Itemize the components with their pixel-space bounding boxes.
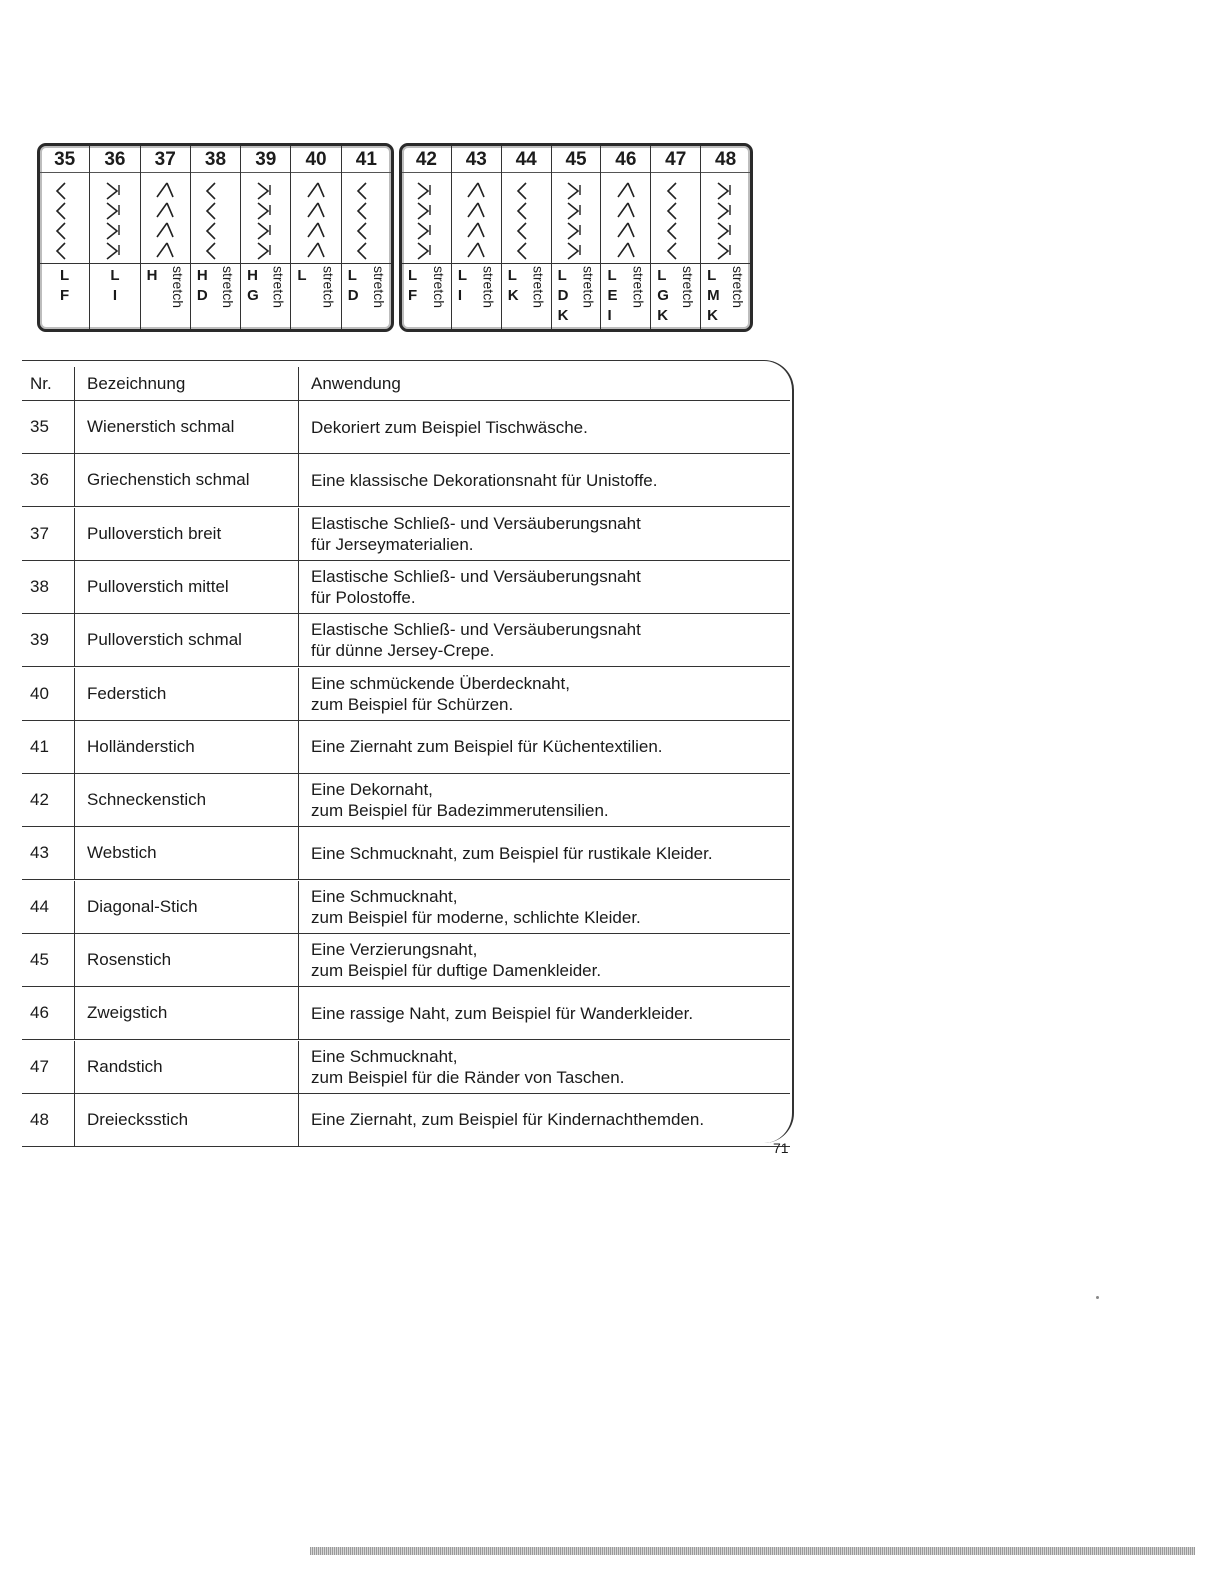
stitch-number: 42: [402, 146, 451, 173]
stretch-label: stretch: [430, 266, 447, 309]
row-name: Rosenstich: [74, 934, 298, 986]
setting-b: K: [507, 287, 519, 304]
setting-b: D: [347, 287, 359, 304]
stitch-settings: [241, 264, 290, 329]
setting-b: F: [60, 287, 70, 304]
setting-c: K: [707, 307, 718, 324]
stitch-pattern-icon: [191, 173, 240, 264]
header-app: Anwendung: [298, 367, 790, 400]
row-name: Pulloverstich mittel: [74, 561, 298, 613]
setting-a: H: [247, 267, 258, 284]
setting-a: L: [60, 267, 70, 284]
row-application: [298, 668, 790, 720]
row-nr: 45: [30, 950, 49, 969]
application-line: Elastische Schließ- und Versäuberungsnaht: [311, 566, 641, 586]
setting-b: I: [457, 287, 463, 304]
stitch-column-39: [241, 146, 291, 329]
stitch-column-44: [502, 146, 552, 329]
setting-c: K: [557, 307, 569, 324]
stitch-pattern-icon: [40, 173, 89, 264]
row-application: [298, 508, 790, 560]
stitch-settings: [552, 264, 601, 329]
stretch-label: stretch: [220, 266, 237, 309]
stretch-label: stretch: [370, 266, 387, 309]
stretch-label: stretch: [480, 266, 497, 309]
stitch-number: 37: [141, 146, 190, 173]
row-name: Randstich: [74, 1041, 298, 1093]
stitch-pattern-icon: [342, 173, 391, 264]
stretch-label: stretch: [630, 266, 647, 309]
table-row: [22, 1041, 790, 1094]
row-name: Griechenstich schmal: [74, 454, 298, 506]
stitch-number: 36: [90, 146, 139, 173]
setting-a: H: [196, 267, 208, 284]
row-nr: 37: [30, 523, 49, 543]
stretch-label: stretch: [730, 266, 747, 309]
stitch-settings: [291, 264, 340, 329]
setting-a: H: [146, 267, 158, 284]
stitch-column-45: [552, 146, 602, 329]
table-row: [22, 881, 790, 934]
row-nr: 40: [30, 683, 49, 703]
row-application: [298, 774, 790, 826]
stitch-pattern-icon: [241, 173, 290, 264]
stretch-label: stretch: [680, 266, 697, 309]
stitch-number: 35: [40, 146, 89, 173]
bottom-rule: [310, 1547, 1195, 1555]
application-line: Eine rassige Naht, zum Beispiel für Wanderkleider.: [311, 1003, 694, 1023]
stitch-pattern-icon: [701, 173, 750, 264]
table-row: [22, 827, 790, 880]
row-nr: 43: [30, 843, 49, 863]
application-line: Eine Ziernaht, zum Beispiel für Kindernachthemden.: [311, 1110, 705, 1130]
setting-a: L: [607, 267, 617, 284]
stitch-pattern-icon: [90, 173, 139, 264]
stitch-pattern-icon: [402, 173, 451, 264]
application-line: für Polostoffe.: [311, 587, 416, 607]
row-application: [298, 987, 790, 1039]
application-line: Eine Schmucknaht, zum Beispiel für rustikale Kleider.: [311, 843, 713, 863]
stitch-number: 43: [452, 146, 501, 173]
setting-b: E: [607, 287, 618, 304]
row-nr: 39: [30, 630, 49, 650]
application-line: Eine Dekornaht,: [311, 780, 433, 800]
stitch-number: 47: [651, 146, 700, 173]
application-line: zum Beispiel für duftige Damenkleider.: [311, 961, 602, 980]
row-nr: 46: [30, 1003, 49, 1023]
setting-b: M: [707, 287, 720, 304]
table-row: [22, 934, 790, 987]
stitch-pattern-icon: [601, 173, 650, 264]
row-application: [298, 1094, 790, 1146]
row-nr: 47: [30, 1056, 49, 1076]
row-application: [298, 454, 790, 506]
stitch-column-48: [701, 146, 750, 329]
row-name: Zweigstich: [74, 987, 298, 1039]
stretch-label: stretch: [320, 266, 337, 309]
stretch-label: stretch: [169, 266, 186, 309]
stitch-pattern-icon: [452, 173, 501, 264]
row-nr: 38: [30, 576, 49, 596]
row-name: Diagonal-Stich: [74, 881, 298, 933]
stitch-column-40: [291, 146, 341, 329]
application-line: Eine Verzierungsnaht,: [311, 940, 478, 959]
row-application: [298, 827, 790, 879]
stitch-column-43: [452, 146, 502, 329]
stitch-settings: [701, 264, 750, 329]
table-row: [22, 614, 790, 667]
header-name: Bezeichnung: [74, 367, 298, 400]
row-nr: 44: [30, 896, 49, 916]
stitch-pattern-icon: [552, 173, 601, 264]
row-name: Dreiecksstich: [74, 1094, 298, 1146]
stitch-panel-right: [399, 143, 753, 332]
table-row: [22, 987, 790, 1040]
setting-a: L: [347, 267, 357, 284]
setting-a: L: [507, 267, 517, 284]
speck: [1096, 1296, 1099, 1299]
row-nr: 42: [30, 790, 49, 810]
setting-c: K: [657, 307, 669, 324]
table-row: [22, 561, 790, 614]
row-name: Pulloverstich breit: [74, 508, 298, 560]
row-name: Wienerstich schmal: [74, 401, 298, 453]
application-line: zum Beispiel für Schürzen.: [311, 694, 514, 714]
stitch-number: 41: [342, 146, 391, 173]
row-name: Schneckenstich: [74, 774, 298, 826]
row-name: Holländerstich: [74, 721, 298, 773]
stitch-pattern-icon: [651, 173, 700, 264]
stitch-column-41: [342, 146, 391, 329]
row-application: [298, 561, 790, 613]
application-line: Elastische Schließ- und Versäuberungsnaht: [311, 513, 641, 533]
row-application: [298, 401, 790, 453]
table-row: [22, 454, 790, 507]
application-line: Eine Ziernaht zum Beispiel für Küchentextilien.: [311, 737, 663, 757]
stitch-number: 48: [701, 146, 750, 173]
table-row: [22, 508, 790, 561]
table-header: [22, 367, 790, 401]
stitch-settings: [402, 264, 451, 329]
stitch-column-35: [40, 146, 90, 329]
row-application: [298, 881, 790, 933]
row-application: [298, 1041, 790, 1093]
stitch-number: 40: [291, 146, 340, 173]
application-line: zum Beispiel für Badezimmerutensilien.: [311, 801, 609, 821]
application-line: Eine klassische Dekorationsnaht für Unistoffe.: [311, 470, 658, 490]
stitch-settings: [141, 264, 190, 329]
row-application: [298, 934, 790, 986]
row-name: Federstich: [74, 668, 298, 720]
application-line: für dünne Jersey-Crepe.: [311, 641, 495, 661]
application-line: für Jerseymaterialien.: [311, 534, 474, 554]
page-number: 71: [773, 1140, 789, 1156]
stitch-settings: [40, 264, 89, 329]
stitch-table: [22, 360, 794, 1143]
setting-b: F: [408, 287, 418, 304]
row-nr: 35: [30, 417, 49, 436]
stitch-number: 39: [241, 146, 290, 173]
stitch-column-46: [601, 146, 651, 329]
row-application: [298, 614, 790, 666]
setting-b: G: [657, 287, 669, 304]
table-row: [22, 401, 790, 454]
table-row: [22, 774, 790, 827]
header-nr: Nr.: [30, 373, 52, 393]
stitch-settings: [601, 264, 650, 329]
stitch-settings: [90, 264, 139, 329]
setting-b: G: [247, 287, 259, 304]
row-name: Webstich: [74, 827, 298, 879]
row-application: [298, 721, 790, 773]
stitch-settings: [502, 264, 551, 329]
row-name: Pulloverstich schmal: [74, 614, 298, 666]
stretch-label: stretch: [270, 266, 287, 309]
setting-a: L: [557, 267, 567, 284]
row-nr: 41: [30, 736, 49, 756]
table-row: [22, 668, 790, 721]
application-line: zum Beispiel für moderne, schlichte Kleider.: [311, 907, 641, 927]
row-nr: 36: [30, 470, 49, 490]
stitch-settings: [651, 264, 700, 329]
application-line: Dekoriert zum Beispiel Tischwäsche.: [311, 417, 588, 437]
stitch-column-47: [651, 146, 701, 329]
setting-b: D: [557, 287, 569, 304]
stitch-pattern-icon: [141, 173, 190, 264]
stitch-number: 45: [552, 146, 601, 173]
stretch-label: stretch: [580, 266, 597, 309]
stitch-settings: [191, 264, 240, 329]
stitch-number: 44: [502, 146, 551, 173]
setting-b: I: [112, 287, 117, 304]
setting-a: L: [707, 267, 717, 284]
stitch-column-36: [90, 146, 140, 329]
table-row: [22, 721, 790, 774]
setting-a: L: [110, 267, 120, 284]
stitch-column-37: [141, 146, 191, 329]
stitch-settings: [342, 264, 391, 329]
stitch-number: 46: [601, 146, 650, 173]
application-line: Eine schmückende Überdecknaht,: [311, 673, 570, 693]
stitch-settings: [452, 264, 501, 329]
application-line: Elastische Schließ- und Versäuberungsnaht: [311, 620, 641, 640]
application-line: Eine Schmucknaht,: [311, 1046, 458, 1066]
application-line: Eine Schmucknaht,: [311, 886, 458, 906]
stitch-column-42: [402, 146, 452, 329]
stretch-label: stretch: [530, 266, 547, 309]
setting-c: I: [607, 307, 612, 324]
stitch-number: 38: [191, 146, 240, 173]
setting-a: L: [657, 267, 667, 284]
setting-a: L: [297, 267, 307, 284]
row-nr: 48: [30, 1109, 49, 1129]
stitch-column-38: [191, 146, 241, 329]
setting-a: L: [408, 267, 418, 284]
setting-a: L: [457, 267, 468, 284]
setting-b: D: [196, 287, 208, 304]
stitch-panel-left: [37, 143, 394, 332]
stitch-pattern-icon: [291, 173, 340, 264]
application-line: zum Beispiel für die Ränder von Taschen.: [311, 1067, 625, 1087]
stitch-pattern-icon: [502, 173, 551, 264]
table-row: [22, 1094, 790, 1147]
